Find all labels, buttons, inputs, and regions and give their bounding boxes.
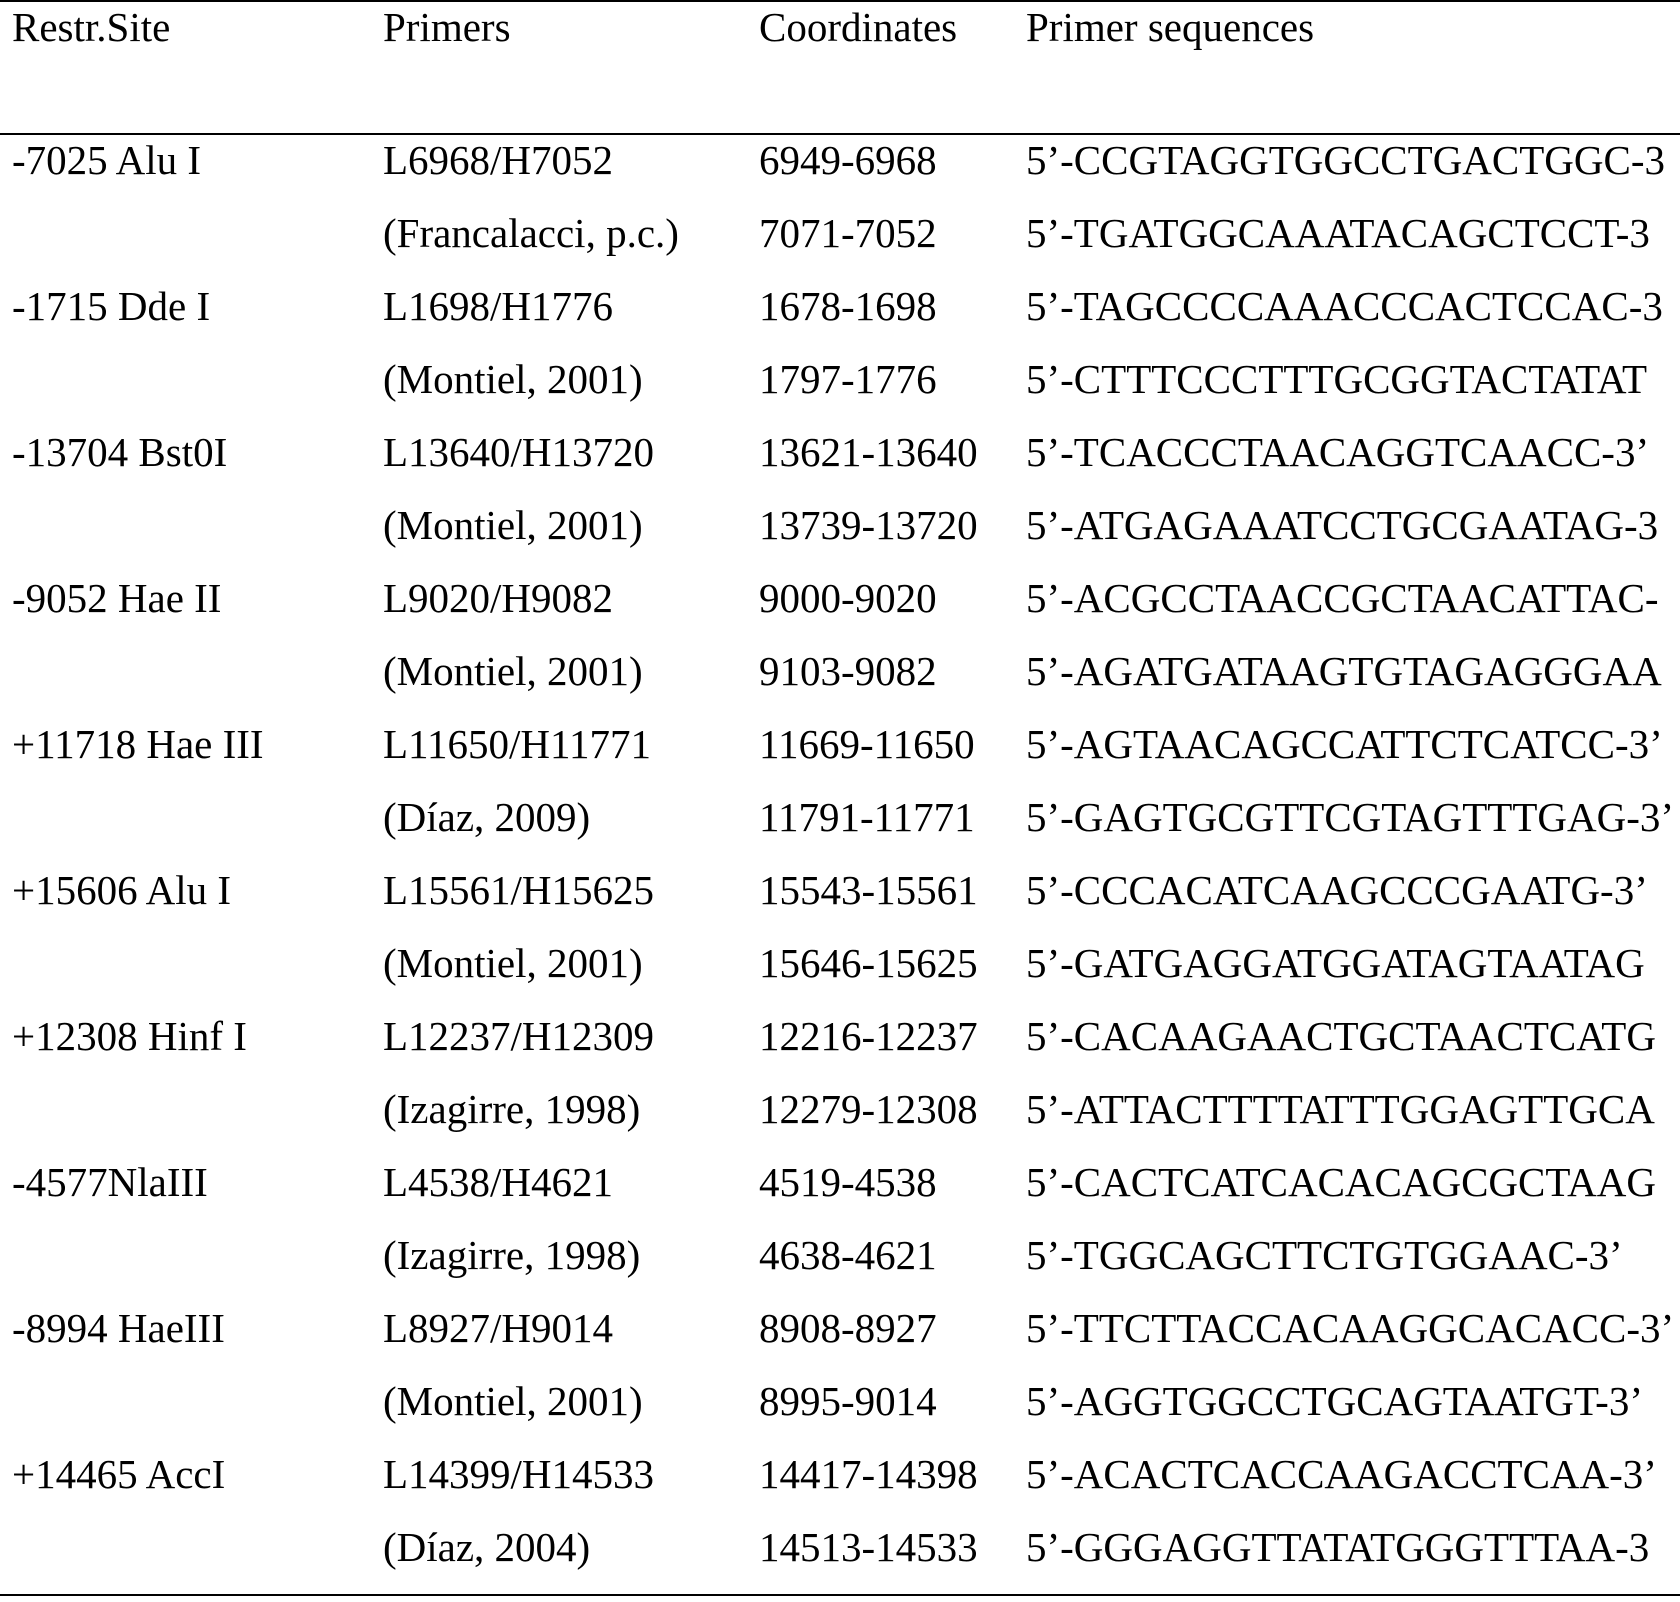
cell-restr-site: -8994 HaeIII — [12, 1305, 225, 1351]
cell-primer-sequence: 5’-CACTCATCACACAGCGCTAAG — [1026, 1159, 1656, 1205]
cell-primers: (Montiel, 2001) — [383, 940, 643, 986]
cell-primer-sequence: 5’-ATGAGAAATCCTGCGAATAG-3 — [1026, 502, 1659, 548]
cell-coordinates: 12279-12308 — [759, 1086, 978, 1132]
cell-restr-site: -13704 Bst0I — [12, 429, 228, 475]
cell-primers: L9020/H9082 — [383, 575, 614, 621]
cell-primers: (Izagirre, 1998) — [383, 1086, 641, 1132]
cell-primers: L15561/H15625 — [383, 867, 655, 913]
cell-coordinates: 9000-9020 — [759, 575, 937, 621]
cell-primers: (Montiel, 2001) — [383, 502, 643, 548]
cell-primers: L8927/H9014 — [383, 1305, 614, 1351]
cell-restr-site: -1715 Dde I — [12, 283, 211, 329]
cell-primers: (Díaz, 2009) — [383, 794, 591, 840]
header-restr-site: Restr.Site — [12, 4, 171, 50]
cell-coordinates: 8908-8927 — [759, 1305, 937, 1351]
cell-primer-sequence: 5’-TAGCCCCAAACCCACTCCAC-3 — [1026, 283, 1663, 329]
cell-primer-sequence: 5’-TCACCCTAACAGGTCAACC-3’ — [1026, 429, 1650, 475]
cell-primer-sequence: 5’-ACACTCACCAAGACCTCAA-3’ — [1026, 1451, 1657, 1497]
cell-primer-sequence: 5’-GGGAGGTTATATGGGTTTAA-3 — [1026, 1524, 1650, 1570]
cell-primers: L6968/H7052 — [383, 137, 614, 183]
cell-primers: L13640/H13720 — [383, 429, 655, 475]
cell-primers: L11650/H11771 — [383, 721, 652, 767]
cell-primers: L14399/H14533 — [383, 1451, 655, 1497]
cell-primers: L12237/H12309 — [383, 1013, 655, 1059]
cell-coordinates: 12216-12237 — [759, 1013, 978, 1059]
cell-primer-sequence: 5’-AGATGATAAGTGTAGAGGGAA — [1026, 648, 1662, 694]
cell-primer-sequence: 5’-TGATGGCAAATACAGCTCCT-3 — [1026, 210, 1650, 256]
cell-restr-site: -7025 Alu I — [12, 137, 202, 183]
cell-coordinates: 1678-1698 — [759, 283, 937, 329]
cell-coordinates: 9103-9082 — [759, 648, 937, 694]
cell-primers: L4538/H4621 — [383, 1159, 614, 1205]
cell-coordinates: 15646-15625 — [759, 940, 978, 986]
cell-coordinates: 14417-14398 — [759, 1451, 978, 1497]
cell-coordinates: 13621-13640 — [759, 429, 978, 475]
table-bottom-rule — [0, 1594, 1680, 1596]
cell-primer-sequence: 5’-CCCACATCAAGCCCGAATG-3’ — [1026, 867, 1648, 913]
cell-primers: (Montiel, 2001) — [383, 648, 643, 694]
cell-restr-site: +12308 Hinf I — [12, 1013, 247, 1059]
cell-primer-sequence: 5’-CCGTAGGTGGCCTGACTGGC-3 — [1026, 137, 1666, 183]
cell-restr-site: -9052 Hae II — [12, 575, 222, 621]
cell-coordinates: 7071-7052 — [759, 210, 937, 256]
cell-coordinates: 6949-6968 — [759, 137, 937, 183]
cell-coordinates: 11791-11771 — [759, 794, 975, 840]
cell-restr-site: +11718 Hae III — [12, 721, 264, 767]
cell-primers: L1698/H1776 — [383, 283, 614, 329]
cell-primer-sequence: 5’-TTCTTACCACAAGGCACACC-3’ — [1026, 1305, 1675, 1351]
cell-primer-sequence: 5’-CACAAGAACTGCTAACTCATG — [1026, 1013, 1656, 1059]
header-primer-sequences: Primer sequences — [1026, 4, 1315, 50]
cell-primers: (Montiel, 2001) — [383, 356, 643, 402]
cell-primer-sequence: 5’-GAGTGCGTTCGTAGTTTGAG-3’ — [1026, 794, 1675, 840]
cell-primers: (Francalacci, p.c.) — [383, 210, 679, 256]
header-primers: Primers — [383, 4, 511, 50]
cell-primer-sequence: 5’-ACGCCTAACCGCTAACATTAC- — [1026, 575, 1659, 621]
cell-primer-sequence: 5’-AGGTGGCCTGCAGTAATGT-3’ — [1026, 1378, 1643, 1424]
cell-coordinates: 14513-14533 — [759, 1524, 978, 1570]
cell-restr-site: -4577NlaIII — [12, 1159, 208, 1205]
cell-coordinates: 4519-4538 — [759, 1159, 937, 1205]
cell-primer-sequence: 5’-ATTACTTTTATTTGGAGTTGCA — [1026, 1086, 1655, 1132]
cell-primers: (Díaz, 2004) — [383, 1524, 591, 1570]
cell-coordinates: 15543-15561 — [759, 867, 978, 913]
cell-restr-site: +14465 AccI — [12, 1451, 226, 1497]
cell-primer-sequence: 5’-TGGCAGCTTCTGTGGAAC-3’ — [1026, 1232, 1623, 1278]
cell-coordinates: 1797-1776 — [759, 356, 937, 402]
cell-primer-sequence: 5’-CTTTCCCTTTGCGGTACTATAT — [1026, 356, 1648, 402]
cell-coordinates: 4638-4621 — [759, 1232, 937, 1278]
cell-primer-sequence: 5’-GATGAGGATGGATAGTAATAG — [1026, 940, 1645, 986]
cell-restr-site: +15606 Alu I — [12, 867, 232, 913]
cell-coordinates: 11669-11650 — [759, 721, 975, 767]
cell-primers: (Montiel, 2001) — [383, 1378, 643, 1424]
header-coordinates: Coordinates — [759, 4, 958, 50]
cell-primer-sequence: 5’-AGTAACAGCCATTCTCATCC-3’ — [1026, 721, 1663, 767]
cell-coordinates: 13739-13720 — [759, 502, 978, 548]
cell-primers: (Izagirre, 1998) — [383, 1232, 641, 1278]
cell-coordinates: 8995-9014 — [759, 1378, 937, 1424]
